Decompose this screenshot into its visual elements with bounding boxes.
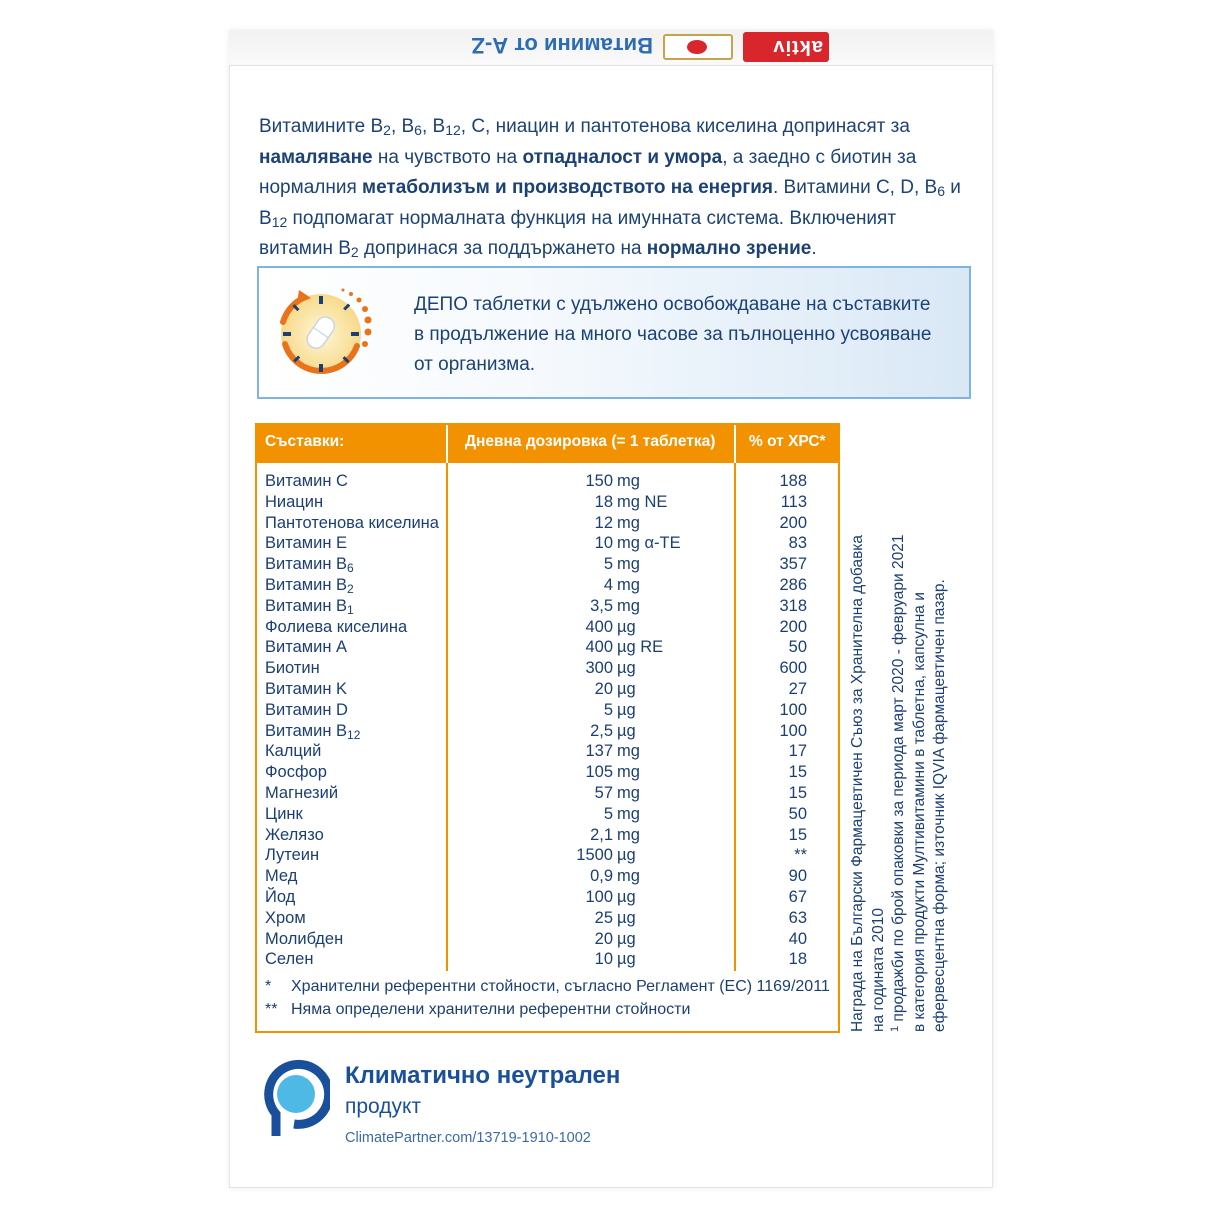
dose-unit: mg bbox=[617, 472, 640, 490]
table-row bbox=[257, 472, 838, 493]
dose-amount: 10 bbox=[594, 950, 613, 969]
dose-amount: 150 bbox=[585, 472, 613, 490]
superscript: 1 bbox=[889, 1025, 902, 1032]
nrv-percent: 63 bbox=[788, 908, 807, 927]
intro-text: Витамините B bbox=[259, 116, 384, 137]
ingredient-dose bbox=[557, 909, 636, 928]
ingredient-dose bbox=[557, 846, 636, 865]
climate-partner-logo-icon bbox=[258, 1058, 330, 1144]
subscript: 2 bbox=[383, 122, 391, 138]
flap-red-label bbox=[743, 32, 829, 62]
ingredient-name bbox=[265, 555, 354, 574]
table-row bbox=[257, 659, 838, 680]
ingredient-name bbox=[265, 742, 321, 761]
ingredient-name bbox=[265, 638, 347, 657]
intro-text: , B bbox=[390, 116, 415, 137]
intro-text: , C, ниацин и пантотенова киселина допринасят за bbox=[460, 116, 910, 137]
ingredients-table bbox=[255, 423, 840, 1033]
dose-amount: 5 bbox=[603, 804, 613, 823]
ingredient-label: Витамин B bbox=[265, 555, 348, 574]
ingredient-subscript: 6 bbox=[347, 561, 354, 576]
nrv-percent: 100 bbox=[779, 700, 807, 719]
ingredient-dose bbox=[557, 701, 636, 720]
ingredient-name bbox=[265, 930, 343, 949]
dose-amount: 2,5 bbox=[590, 721, 613, 740]
ingredient-label: Витамин E bbox=[265, 534, 348, 553]
ingredient-label: Биотин bbox=[265, 659, 320, 678]
ingredient-name bbox=[265, 680, 347, 699]
side-note-line: Награда на Български Фармацевтичен Съюз за Хранителна добавка bbox=[849, 534, 866, 1032]
side-note-line: в категория продукти Мултивитамини в таблетна, капсулна и bbox=[910, 592, 928, 1032]
ingredient-name bbox=[265, 867, 297, 886]
subscript: 12 bbox=[445, 122, 461, 138]
ingredient-dose bbox=[557, 722, 636, 741]
dose-amount: 105 bbox=[585, 763, 613, 782]
ingredient-label: Витамин C bbox=[265, 472, 348, 490]
nrv-percent: 40 bbox=[788, 929, 807, 948]
dose-unit: mg bbox=[617, 555, 640, 574]
ingredient-dose bbox=[557, 493, 667, 512]
side-note-line: на годината 2010 bbox=[869, 908, 887, 1032]
table-row bbox=[257, 722, 838, 743]
ingredient-name bbox=[265, 659, 320, 678]
dose-amount: 20 bbox=[594, 929, 613, 948]
depot-info-box bbox=[257, 266, 971, 399]
table-header bbox=[257, 425, 838, 463]
dose-unit: µg bbox=[617, 950, 636, 969]
ingredient-label: Витамин B bbox=[265, 596, 348, 615]
dose-amount: 400 bbox=[585, 617, 613, 636]
nrv-percent: 15 bbox=[788, 825, 807, 844]
side-note-line: ефервесцентна форма; източник IQVIA фармацевтичен пазар. bbox=[931, 579, 949, 1032]
nrv-percent: 113 bbox=[780, 492, 807, 511]
ingredient-label: Витамин A bbox=[265, 638, 348, 657]
flap-brand-strip bbox=[471, 32, 829, 62]
ingredient-label: Витамин B bbox=[265, 721, 348, 740]
depot-tablet-clock-icon bbox=[269, 282, 379, 386]
climate-subtitle: продукт bbox=[345, 1095, 422, 1118]
footnote-1 bbox=[265, 978, 830, 996]
ingredient-dose bbox=[557, 930, 636, 949]
ingredient-dose bbox=[557, 867, 640, 886]
footnote-text: Няма определени хранителни референтни стойности bbox=[291, 1001, 691, 1018]
depot-description bbox=[414, 290, 964, 380]
dose-unit: µg bbox=[617, 679, 636, 698]
dose-unit: mg NE bbox=[617, 492, 668, 511]
table-row bbox=[257, 701, 838, 722]
dose-amount: 100 bbox=[585, 887, 613, 906]
table-row bbox=[257, 784, 838, 805]
ingredient-label: Селен bbox=[265, 950, 314, 969]
ingredient-dose bbox=[557, 576, 640, 595]
nrv-percent: 200 bbox=[779, 617, 807, 636]
award-seal-icon bbox=[687, 40, 707, 54]
table-row bbox=[257, 514, 838, 535]
intro-text: подпомагат нормалната функция на имунната система. Включеният bbox=[287, 207, 897, 229]
climate-url: ClimatePartner.com/13719-1910-1002 bbox=[345, 1130, 591, 1146]
ingredient-label: Калций bbox=[265, 742, 322, 761]
nrv-percent: 18 bbox=[788, 950, 807, 969]
ingredient-name bbox=[265, 618, 407, 637]
nrv-percent: 286 bbox=[779, 575, 807, 594]
ingredient-dose bbox=[557, 742, 640, 761]
ingredient-name bbox=[265, 950, 313, 969]
intro-bold: намаляване bbox=[259, 146, 373, 168]
table-row bbox=[257, 742, 838, 763]
column-divider bbox=[446, 463, 448, 971]
table-row bbox=[257, 867, 838, 888]
ingredient-name bbox=[265, 493, 323, 512]
ingredient-dose bbox=[557, 514, 640, 533]
ingredient-name bbox=[265, 597, 354, 616]
dose-amount: 57 bbox=[594, 783, 613, 802]
ingredient-dose bbox=[557, 534, 681, 553]
ingredient-name bbox=[265, 763, 327, 782]
ingredient-label: Витамин K bbox=[265, 679, 348, 698]
header-divider bbox=[446, 425, 448, 463]
dose-unit: µg bbox=[617, 700, 636, 719]
dose-amount: 1500 bbox=[576, 846, 613, 865]
ingredient-dose bbox=[557, 555, 640, 574]
award-badge-icon bbox=[663, 34, 733, 60]
ingredient-dose bbox=[557, 472, 640, 491]
ingredient-name bbox=[265, 826, 324, 845]
subscript: 6 bbox=[414, 122, 422, 138]
nrv-percent: 100 bbox=[779, 721, 807, 740]
ingredient-subscript: 12 bbox=[347, 727, 361, 742]
subscript: 6 bbox=[937, 183, 945, 199]
dose-amount: 3,5 bbox=[590, 596, 613, 615]
nrv-percent: 600 bbox=[779, 659, 807, 678]
ingredient-name bbox=[265, 534, 347, 553]
ingredient-label: Пантотенова киселина bbox=[265, 513, 439, 532]
side-note-line bbox=[889, 452, 910, 1032]
intro-paragraph bbox=[259, 112, 979, 265]
header-nrv-percent: % от ХРС* bbox=[749, 433, 826, 450]
climate-title: Климатично неутрален bbox=[345, 1062, 621, 1089]
ingredient-label: Фосфор bbox=[265, 763, 327, 782]
table-row bbox=[257, 763, 838, 784]
depot-line: в продължение на много часове за пълноценно усвояване bbox=[414, 324, 932, 345]
dose-unit: mg bbox=[617, 783, 640, 802]
nrv-percent: 50 bbox=[788, 804, 807, 823]
nrv-percent: 27 bbox=[788, 679, 807, 698]
flap-brand-name: Витамини от A-Z bbox=[471, 33, 653, 58]
table-row bbox=[257, 534, 838, 555]
intro-bold: отпадналост и умора bbox=[522, 146, 723, 168]
footnote-mark: * bbox=[265, 978, 272, 995]
ingredient-name bbox=[265, 846, 319, 865]
subscript: 2 bbox=[350, 244, 359, 260]
dose-unit: µg bbox=[617, 929, 636, 948]
ingredient-dose bbox=[557, 618, 636, 637]
ingredient-dose bbox=[557, 763, 640, 782]
ingredient-subscript: 2 bbox=[347, 581, 354, 596]
dose-unit: mg α-TE bbox=[617, 534, 681, 553]
dose-unit: µg bbox=[617, 617, 636, 636]
dose-amount: 18 bbox=[594, 492, 613, 511]
table-row bbox=[257, 950, 838, 971]
ingredient-name bbox=[265, 472, 348, 491]
table-row bbox=[257, 597, 838, 618]
table-body bbox=[257, 472, 838, 971]
nrv-percent: ** bbox=[794, 846, 807, 865]
table-row bbox=[257, 805, 838, 826]
side-note-text: продажби по брой опаковки за периода март 2020 - февруари 2021 bbox=[890, 534, 908, 1026]
dose-amount: 20 bbox=[594, 679, 613, 698]
nrv-percent: 67 bbox=[788, 887, 807, 906]
ingredient-label: Лутеин bbox=[265, 846, 320, 865]
dose-amount: 137 bbox=[585, 742, 613, 761]
footnote-text: Хранителни референтни стойности, съгласно Регламент (ЕС) 1169/2011 bbox=[291, 978, 830, 995]
ingredient-name bbox=[265, 805, 303, 824]
footnote-mark: ** bbox=[265, 1001, 278, 1018]
depot-line: от организма. bbox=[414, 354, 536, 375]
dose-unit: µg bbox=[617, 887, 636, 906]
ingredient-dose bbox=[557, 597, 640, 616]
ingredient-label: Магнезий bbox=[265, 783, 339, 802]
ingredient-label: Витамин B bbox=[265, 575, 348, 594]
dose-unit: µg RE bbox=[617, 638, 664, 657]
ingredient-dose bbox=[557, 680, 636, 699]
intro-text: . Витамини C, D, B bbox=[773, 177, 938, 198]
ingredient-name bbox=[265, 722, 360, 741]
header-divider bbox=[734, 425, 736, 463]
table-row bbox=[257, 680, 838, 701]
depot-line: ДЕПО таблетки с удължено освобождаване на съставките bbox=[414, 294, 931, 315]
dose-unit: mg bbox=[617, 596, 640, 615]
dose-unit: µg bbox=[617, 721, 636, 740]
ingredient-dose bbox=[557, 638, 663, 657]
ingredient-dose bbox=[557, 784, 640, 803]
dose-amount: 25 bbox=[594, 908, 613, 927]
ingredient-name bbox=[265, 909, 306, 928]
dose-amount: 5 bbox=[603, 700, 613, 719]
dose-unit: mg bbox=[617, 867, 640, 886]
dose-amount: 10 bbox=[594, 534, 613, 553]
intro-bold: метаболизъм и производството на енергия bbox=[362, 177, 773, 198]
nrv-percent: 200 bbox=[779, 513, 807, 532]
intro-text: нормалния bbox=[259, 177, 363, 198]
ingredient-dose bbox=[557, 888, 636, 907]
table-row bbox=[257, 555, 838, 576]
table-row bbox=[257, 493, 838, 514]
ingredient-label: Цинк bbox=[265, 804, 303, 823]
ingredient-label: Молибден bbox=[265, 929, 344, 948]
dose-amount: 12 bbox=[594, 513, 613, 532]
dose-unit: mg bbox=[617, 575, 640, 594]
top-flap bbox=[229, 30, 993, 66]
table-row bbox=[257, 909, 838, 930]
side-notes bbox=[848, 452, 988, 1032]
ingredient-name bbox=[265, 514, 439, 533]
dose-unit: mg bbox=[617, 742, 640, 761]
ingredient-dose bbox=[557, 826, 640, 845]
subscript: 12 bbox=[271, 213, 288, 230]
table-row bbox=[257, 638, 838, 659]
intro-bold: нормално зрение bbox=[646, 238, 812, 259]
nrv-percent: 318 bbox=[779, 596, 807, 615]
intro-text: и bbox=[945, 177, 961, 198]
ingredient-label: Ниацин bbox=[265, 492, 324, 511]
intro-text: на чувството на bbox=[372, 146, 523, 168]
flap-red-text: aktiv bbox=[772, 36, 823, 58]
nrv-percent: 90 bbox=[788, 867, 807, 886]
nrv-percent: 357 bbox=[779, 555, 807, 574]
footnote-2 bbox=[265, 1001, 690, 1019]
table-row bbox=[257, 930, 838, 951]
intro-text: B bbox=[259, 207, 272, 229]
intro-text: , а заедно с биотин за bbox=[722, 146, 917, 168]
intro-text: витамин B bbox=[259, 238, 351, 259]
nrv-percent: 15 bbox=[788, 763, 807, 782]
nrv-percent: 188 bbox=[779, 472, 807, 490]
dose-unit: µg bbox=[617, 846, 636, 865]
ingredient-label: Витамин D bbox=[265, 700, 348, 719]
ingredient-name bbox=[265, 701, 348, 720]
ingredient-label: Фолиева киселина bbox=[265, 617, 408, 636]
dose-amount: 2,1 bbox=[590, 825, 613, 844]
table-row bbox=[257, 576, 838, 597]
ingredient-dose bbox=[557, 805, 640, 824]
intro-text: , B bbox=[421, 116, 446, 137]
dose-amount: 0,9 bbox=[590, 867, 613, 886]
ingredient-name bbox=[265, 784, 338, 803]
ingredient-label: Хром bbox=[265, 908, 306, 927]
ingredient-name bbox=[265, 888, 295, 907]
ingredient-subscript: 1 bbox=[347, 602, 354, 617]
intro-text: допринася за поддържането на bbox=[358, 238, 647, 259]
dose-amount: 400 bbox=[585, 638, 613, 657]
header-daily-dose: Дневна дозировка (= 1 таблетка) bbox=[465, 433, 716, 450]
intro-text: . bbox=[811, 238, 817, 259]
dose-amount: 5 bbox=[603, 555, 613, 574]
table-row bbox=[257, 826, 838, 847]
nrv-percent: 17 bbox=[788, 742, 807, 761]
nrv-percent: 50 bbox=[788, 638, 807, 657]
ingredient-dose bbox=[557, 659, 636, 678]
ingredient-dose bbox=[557, 950, 636, 969]
dose-unit: mg bbox=[617, 763, 640, 782]
dose-unit: mg bbox=[617, 804, 640, 823]
ingredient-label: Мед bbox=[265, 867, 298, 886]
dose-unit: mg bbox=[617, 513, 640, 532]
dose-unit: µg bbox=[617, 659, 636, 678]
dose-unit: µg bbox=[617, 908, 636, 927]
column-divider bbox=[734, 463, 736, 971]
nrv-percent: 83 bbox=[788, 534, 807, 553]
table-row bbox=[257, 618, 838, 639]
table-row bbox=[257, 888, 838, 909]
nrv-percent: 15 bbox=[788, 783, 807, 802]
dose-amount: 300 bbox=[585, 659, 613, 678]
ingredient-label: Йод bbox=[265, 887, 296, 906]
table-row bbox=[257, 846, 838, 867]
header-ingredients: Съставки: bbox=[265, 433, 345, 450]
ingredient-label: Желязо bbox=[265, 825, 324, 844]
dose-unit: mg bbox=[617, 825, 640, 844]
dose-amount: 4 bbox=[603, 575, 613, 594]
ingredient-name bbox=[265, 576, 354, 595]
